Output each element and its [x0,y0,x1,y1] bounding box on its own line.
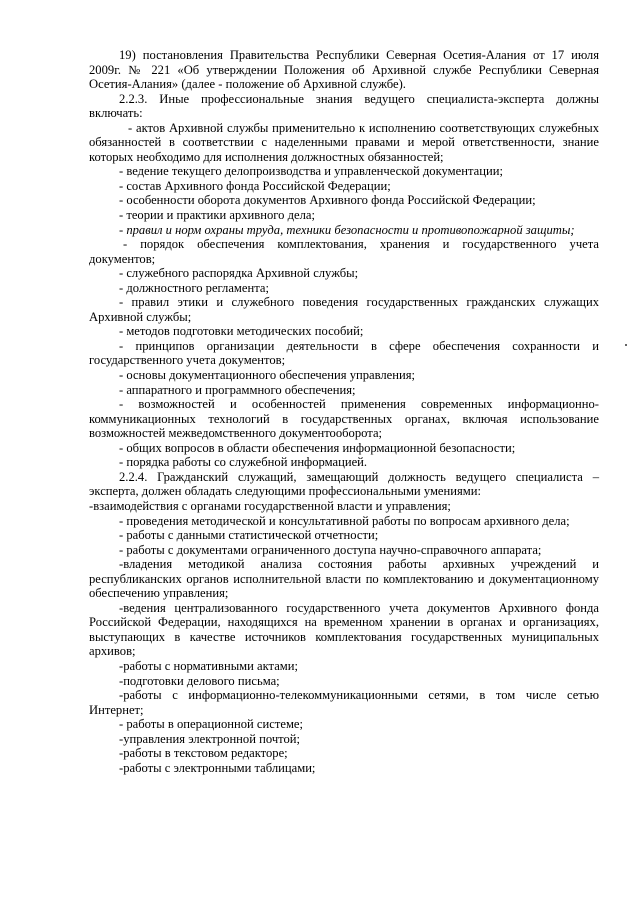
list-item: -работы в текстовом редакторе; [119,746,288,761]
list-item: - правил этики и служебного поведения государственных гражданских служащих Архивной службы; [89,295,599,324]
list-item: -взаимодействия с органами государственной власти и управления; [89,498,451,513]
list-item: - должностного регламента; [119,280,269,295]
list-item: -работы с нормативными актами; [119,658,299,673]
list-item: - аппаратного и программного обеспечения; [119,382,356,397]
section-heading-2-2-4: 2.2.4. Гражданский служащий, замещающий должность ведущего специалиста – эксперта, должен обладать следующими профессиональными умениями: [89,469,599,499]
list-item: -управления электронной почтой; [119,731,301,746]
list-item: - служебного распорядка Архивной службы; [119,266,359,281]
list-item: - общих вопросов в области обеспечения информационной безопасности; [119,440,516,455]
list-item: -работы с информационно-телекоммуникационными сетями, в том числе сетью Интернет; [89,688,599,717]
list-item: - порядок обеспечения комплектования, хранения и государственного учета документов; [89,237,599,266]
list-item: - методов подготовки методических пособий; [119,324,364,339]
list-item: - порядка работы со служебной информацией. [119,455,368,470]
list-item: - состав Архивного фонда Российской Федерации; [119,178,391,193]
section-heading-2-2-3: 2.2.3. Иные профессиональные знания ведущего специалиста-эксперта должны включать: [89,91,599,121]
list-item: -работы с электронными таблицами; [119,760,316,775]
list-item: - актов Архивной службы применительно к исполнению соответствующих служебных обязанностей в соответствии с наделенными правами и мерой ответственности, знание которых необходимо для исполнения должностных обязанностей; [89,120,599,164]
list-item: - работы с документами ограниченного доступа научно-справочного аппарата; [119,542,542,557]
list-item: -владения методикой анализа состояния работы архивных учреждений и республиканских органов исполнительной власти по комплектованию и документационному обеспечению управления; [89,557,599,601]
list-item: - работы в операционной системе; [119,717,303,732]
scan-speck [625,344,627,346]
list-item: -ведения централизованного государственного учета документов Архивного фонда Российской Федерации, находящихся на временном хранении в органах и организациях, выступающих в качестве источников комплектования государственных муниципальных архивов; [89,600,599,659]
list-item: - работы с данными статистической отчетности; [119,528,379,543]
list-item: - возможностей и особенностей применения современных информационно-коммуникационных технологий в государственных органах, включая использование возможностей межведомственного документооборота; [89,397,599,441]
paragraph: 19) постановления Правительства Республики Северная Осетия-Алания от 17 июля 2009г. № 221 «Об утверждении Положения об Архивной службе Республики Северная Осетия-Алания» (далее - положение об Архивной службе). [89,48,599,92]
document-body [89,48,599,775]
list-item: - особенности оборота документов Архивного фонда Российской Федерации; [119,193,536,208]
list-item: - проведения методической и консультативной работы по вопросам архивного дела; [119,513,570,528]
list-item: - теории и практики архивного дела; [119,208,315,223]
list-item: - основы документационного обеспечения управления; [119,368,416,383]
list-item: -подготовки делового письма; [119,673,280,688]
list-item: - правил и норм охраны труда, техники безопасности и противопожарной защиты; [119,222,575,237]
list-item: - принципов организации деятельности в сфере обеспечения сохранности и государственного учета документов; [89,338,599,368]
list-item: - ведение текущего делопроизводства и управленческой документации; [119,164,503,179]
